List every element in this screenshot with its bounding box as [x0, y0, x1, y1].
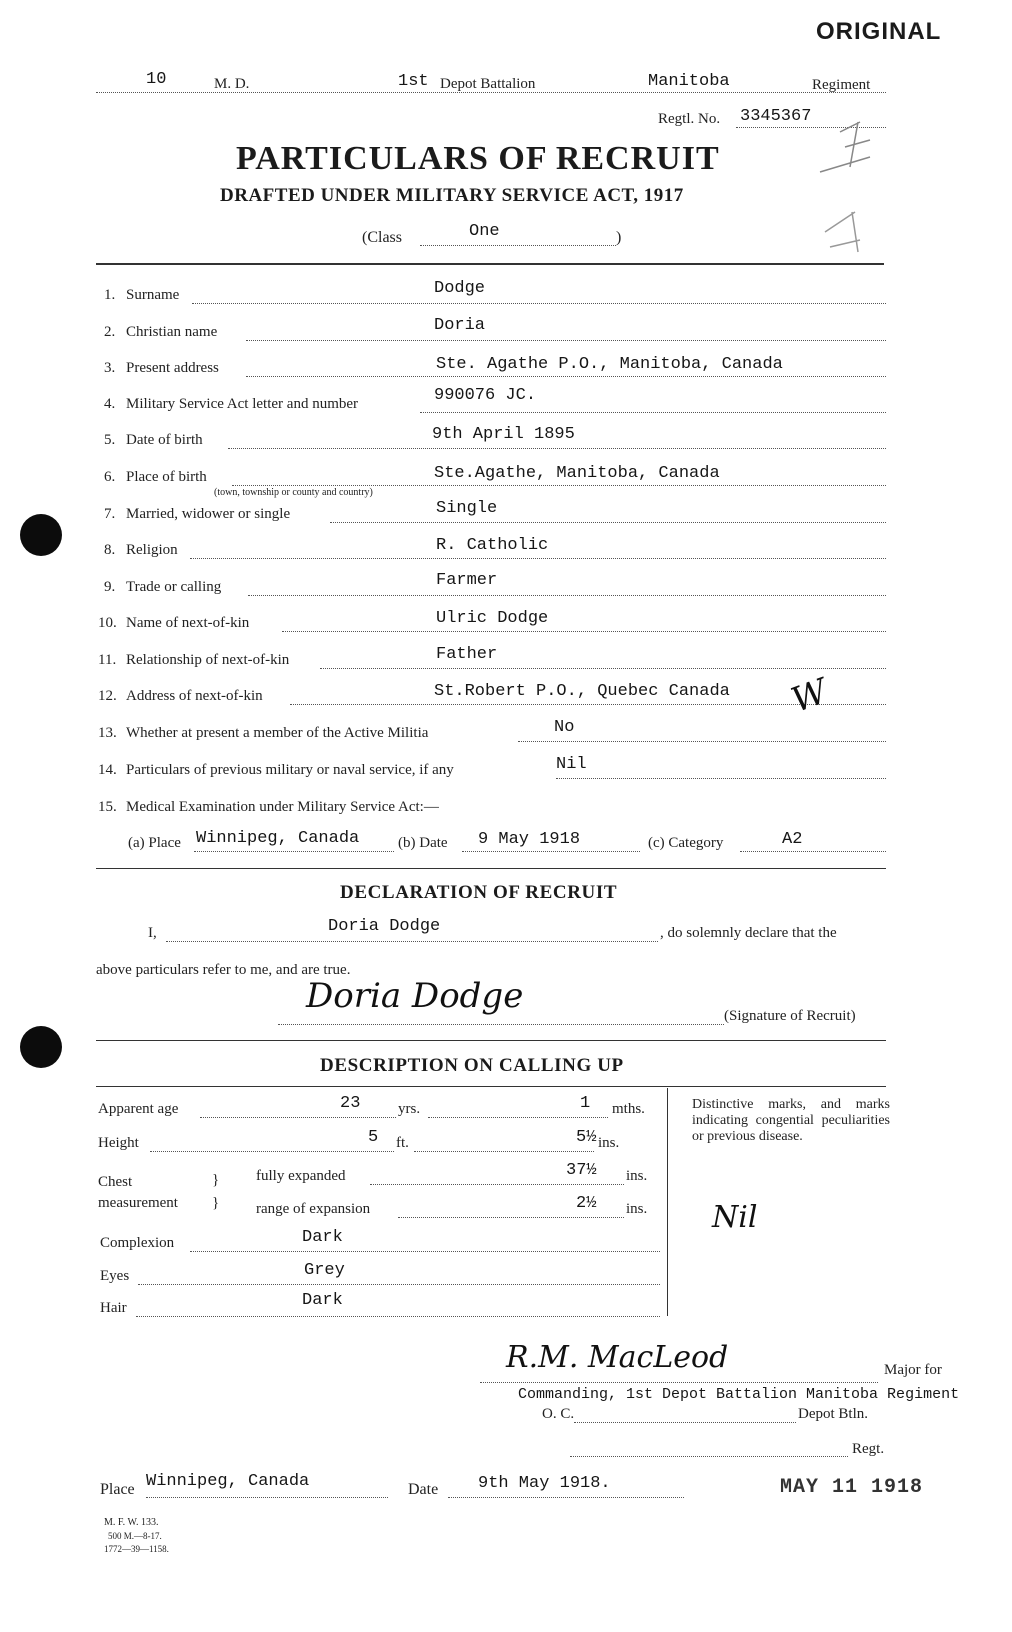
original-stamp: ORIGINAL	[816, 18, 942, 45]
initials-mark: W	[786, 671, 833, 721]
field-value: Single	[436, 499, 498, 518]
field-value: Dodge	[434, 279, 486, 298]
field-value: 9th April 1895	[432, 425, 575, 444]
field-label: Married, widower or single	[126, 506, 291, 522]
chest-label-1: Chest	[98, 1174, 133, 1190]
field-number: 13.	[98, 725, 117, 741]
field-value: Ulric Dodge	[436, 609, 549, 628]
field-number: 6.	[104, 469, 116, 485]
description-divider	[667, 1088, 668, 1316]
punch-hole-lower	[20, 1026, 62, 1068]
medical-place-label: (a) Place	[128, 835, 181, 851]
place-of-birth-note: (town, township or county and country)	[214, 487, 373, 498]
field-value: Doria	[434, 316, 486, 335]
field-number: 12.	[98, 688, 117, 704]
declaration-title: DECLARATION OF RECRUIT	[340, 882, 618, 903]
height-label: Height	[98, 1135, 139, 1151]
field-number: 7.	[104, 506, 116, 522]
class-label: (Class	[362, 229, 402, 246]
eyes-value: Grey	[304, 1261, 345, 1280]
form-code-3: 1772—39—1158.	[104, 1544, 169, 1554]
medical-category-label: (c) Category	[648, 835, 724, 851]
battalion-value: 1st	[398, 72, 429, 91]
field-number: 10.	[98, 615, 117, 631]
field-value: Nil	[556, 755, 587, 774]
ft-label: ft.	[396, 1135, 409, 1151]
declaration-i-label: I,	[148, 925, 157, 941]
field-label: Present address	[126, 360, 219, 376]
regt-label: Regt.	[852, 1441, 885, 1457]
apparent-age-label: Apparent age	[98, 1101, 179, 1117]
field-label: Surname	[126, 287, 180, 303]
fully-expanded-label: fully expanded	[256, 1168, 346, 1184]
hair-value: Dark	[302, 1291, 343, 1310]
chest-brace-top: }	[212, 1172, 220, 1188]
description-title: DESCRIPTION ON CALLING UP	[320, 1055, 624, 1076]
footer-place-value: Winnipeg, Canada	[146, 1472, 310, 1491]
medical-date-value: 9 May 1918	[478, 830, 581, 849]
class-close: )	[616, 229, 622, 246]
field-number: 4.	[104, 396, 116, 412]
form-subtitle: DRAFTED UNDER MILITARY SERVICE ACT, 1917	[220, 185, 684, 206]
officer-signature: R.M. MacLeod	[506, 1340, 729, 1375]
yrs-label: yrs.	[398, 1101, 421, 1117]
field-label: Religion	[126, 542, 178, 558]
punch-hole-upper	[20, 514, 62, 556]
class-value: One	[469, 222, 500, 241]
field-number: 2.	[104, 324, 116, 340]
oc-label: O. C.	[542, 1406, 575, 1422]
field-label: Relationship of next-of-kin	[126, 652, 290, 668]
regiment-value: Manitoba	[648, 72, 730, 91]
complexion-value: Dark	[302, 1228, 343, 1247]
field-number: 8.	[104, 542, 116, 558]
field-label: Date of birth	[126, 432, 203, 448]
hair-label: Hair	[100, 1300, 127, 1316]
field-label: Military Service Act letter and number	[126, 396, 359, 412]
form-title: PARTICULARS OF RECRUIT	[236, 140, 720, 177]
range-label: range of expansion	[256, 1201, 371, 1217]
pencil-marks	[800, 112, 890, 262]
md-value: 10	[146, 70, 167, 89]
mths-label: mths.	[612, 1101, 645, 1117]
field-value: R. Catholic	[436, 536, 549, 555]
height-ins: 5½	[576, 1128, 597, 1147]
field-value: No	[554, 718, 575, 737]
battalion-label: Depot Battalion	[440, 76, 536, 92]
field-number: 9.	[104, 579, 116, 595]
form-code-1: M. F. W. 133.	[104, 1517, 159, 1528]
field-value: Ste.Agathe, Manitoba, Canada	[434, 464, 720, 483]
field-value: Ste. Agathe P.O., Manitoba, Canada	[436, 355, 783, 374]
received-date-stamp: MAY 11 1918	[780, 1476, 924, 1499]
recruit-signature-label: (Signature of Recruit)	[724, 1008, 856, 1024]
field-number: 11.	[98, 652, 117, 668]
field-label: Name of next-of-kin	[126, 615, 250, 631]
officer-rank: Major for	[884, 1362, 942, 1378]
regtl-label: Regtl. No.	[658, 111, 721, 127]
field-value: St.Robert P.O., Quebec Canada	[434, 682, 730, 701]
recruit-signature: Doria Dodge	[306, 976, 524, 1016]
officer-line1: Commanding, 1st Depot Battalion Manitoba Regiment	[518, 1386, 960, 1403]
field-value: Father	[436, 645, 498, 664]
field-label: Particulars of previous military or naval service, if any	[126, 762, 454, 778]
distinctive-marks-value: Nil	[712, 1200, 758, 1235]
chest-label-2: measurement	[98, 1195, 178, 1211]
range-value: 2½	[576, 1194, 597, 1213]
field-number: 15.	[98, 799, 117, 815]
declaration-line2: above particulars refer to me, and are true.	[96, 962, 351, 978]
height-ft: 5	[368, 1128, 379, 1147]
field-label: Address of next-of-kin	[126, 688, 263, 704]
eyes-label: Eyes	[100, 1268, 130, 1284]
field-label: Trade or calling	[126, 579, 222, 595]
fully-expanded-ins: ins.	[626, 1168, 648, 1184]
md-label: M. D.	[214, 76, 250, 92]
age-years: 23	[340, 1094, 361, 1113]
medical-category-value: A2	[782, 830, 803, 849]
field-number: 14.	[98, 762, 117, 778]
footer-date-value: 9th May 1918.	[478, 1474, 611, 1493]
form-code-2: 500 M.—8-17.	[108, 1531, 162, 1541]
footer-place-label: Place	[100, 1481, 135, 1498]
complexion-label: Complexion	[100, 1235, 175, 1251]
distinctive-marks-text: Distinctive marks, and marks indicating congential peculiarities or previous disease.	[692, 1097, 890, 1144]
field-label: Medical Examination under Military Service Act:—	[126, 799, 439, 815]
declaration-name: Doria Dodge	[328, 917, 441, 936]
regtl-number: 3345367	[740, 107, 812, 126]
field-number: 1.	[104, 287, 116, 303]
regiment-label: Regiment	[812, 77, 871, 93]
footer-date-label: Date	[408, 1481, 439, 1498]
depot-label: Depot Btln.	[798, 1406, 868, 1422]
field-number: 5.	[104, 432, 116, 448]
range-ins: ins.	[626, 1201, 648, 1217]
chest-brace-bottom: }	[212, 1195, 220, 1211]
field-number: 3.	[104, 360, 116, 376]
field-value: 990076 JC.	[434, 386, 537, 405]
age-months: 1	[580, 1094, 591, 1113]
ins-label: ins.	[598, 1135, 620, 1151]
field-label: Place of birth	[126, 469, 207, 485]
medical-date-label: (b) Date	[398, 835, 448, 851]
field-label: Whether at present a member of the Active Militia	[126, 725, 429, 741]
field-value: Farmer	[436, 571, 498, 590]
fully-expanded-value: 37½	[566, 1161, 597, 1180]
field-label: Christian name	[126, 324, 218, 340]
declaration-text: , do solemnly declare that the	[660, 925, 837, 941]
medical-place-value: Winnipeg, Canada	[196, 829, 360, 848]
